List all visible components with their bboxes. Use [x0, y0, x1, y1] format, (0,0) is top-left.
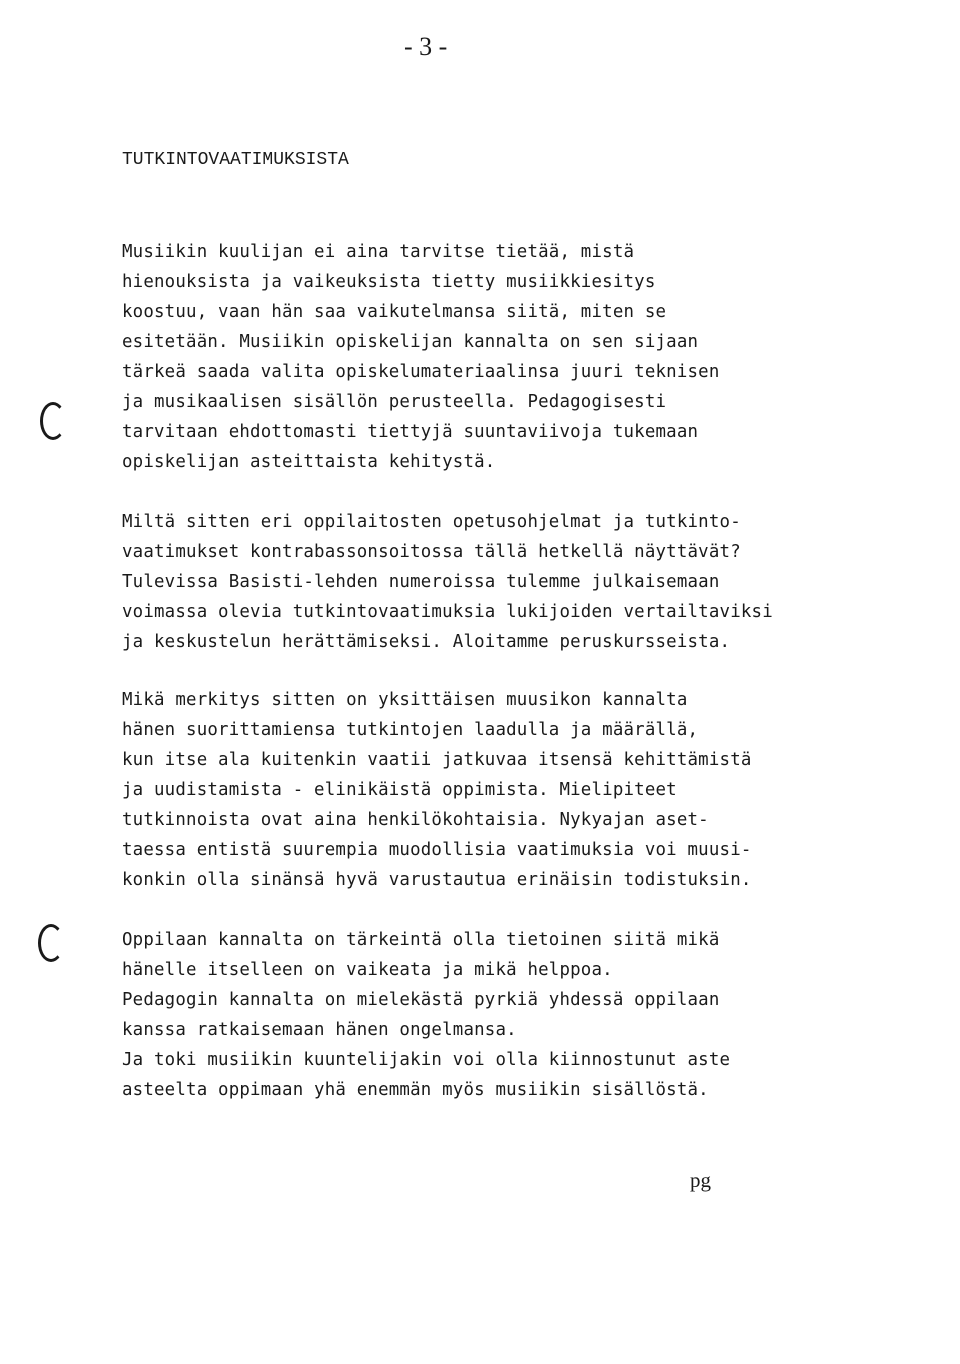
- text-line: Oppilaan kannalta on tärkeintä olla tietoinen siitä mikä: [122, 930, 720, 950]
- text-line: Ja toki musiikin kuuntelijakin voi olla kiinnostunut aste: [122, 1050, 731, 1070]
- text-line: asteelta oppimaan yhä enemmän myös musiikin sisällöstä.: [122, 1080, 709, 1100]
- text-line: kun itse ala kuitenkin vaatii jatkuvaa itsensä kehittämistä: [122, 750, 752, 770]
- text-line: Tulevissa Basisti-lehden numeroissa tulemme julkaisemaan: [122, 572, 720, 592]
- text-line: voimassa olevia tutkintovaatimuksia lukijoiden vertailtaviksi: [122, 602, 773, 622]
- paragraph-curricula: [122, 507, 773, 657]
- text-line: tutkinnoista ovat aina henkilökohtaisia. Nykyajan aset-: [122, 810, 709, 830]
- text-line: ja musikaalisen sisällön perusteella. Pedagogisesti: [122, 392, 667, 412]
- text-line: esitetään. Musiikin opiskelijan kannalta on sen sijaan: [122, 332, 699, 352]
- text-line: koostuu, vaan hän saa vaikutelmansa siitä, miten se: [122, 302, 667, 322]
- text-line: kanssa ratkaisemaan hänen ongelmansa.: [122, 1020, 517, 1040]
- text-line: ja keskustelun herättämiseksi. Aloitamme peruskursseista.: [122, 632, 731, 652]
- text-line: ja uudistamista - elinikäistä oppimista. Mielipiteet: [122, 780, 677, 800]
- text-line: Miltä sitten eri oppilaitosten opetusohjelmat ja tutkinto-: [122, 512, 741, 532]
- page-number: - 3 -: [404, 32, 448, 61]
- text-line: vaatimukset kontrabassonsoitossa tällä hetkellä näyttävät?: [122, 542, 741, 562]
- punch-hole-bottom: [38, 924, 64, 962]
- paragraph-student-perspective: [122, 925, 730, 1105]
- paragraph-intro: [122, 237, 720, 477]
- page-title: TUTKINTOVAATIMUKSISTA: [122, 150, 349, 170]
- text-line: Pedagogin kannalta on mielekästä pyrkiä yhdessä oppilaan: [122, 990, 720, 1010]
- text-line: tärkeä saada valita opiskelumateriaalinsa juuri teknisen: [122, 362, 720, 382]
- text-line: hienouksista ja vaikeuksista tietty musiikkiesitys: [122, 272, 656, 292]
- text-line: hänelle itselleen on vaikeata ja mikä helppoa.: [122, 960, 613, 980]
- punch-hole-top: [40, 402, 66, 440]
- text-line: hänen suorittamiensa tutkintojen laadulla ja määrällä,: [122, 720, 699, 740]
- text-line: Mikä merkitys sitten on yksittäisen muusikon kannalta: [122, 690, 688, 710]
- text-line: taessa entistä suurempia muodollisia vaatimuksia voi muusi-: [122, 840, 752, 860]
- text-line: tarvitaan ehdottomasti tiettyjä suuntaviivoja tukemaan: [122, 422, 699, 442]
- text-line: Musiikin kuulijan ei aina tarvitse tietää, mistä: [122, 242, 635, 262]
- paragraph-significance: [122, 685, 752, 895]
- text-line: konkin olla sinänsä hyvä varustautua erinäisin todistuksin.: [122, 870, 752, 890]
- text-line: opiskelijan asteittaista kehitystä.: [122, 452, 496, 472]
- author-initials: pg: [690, 1168, 711, 1192]
